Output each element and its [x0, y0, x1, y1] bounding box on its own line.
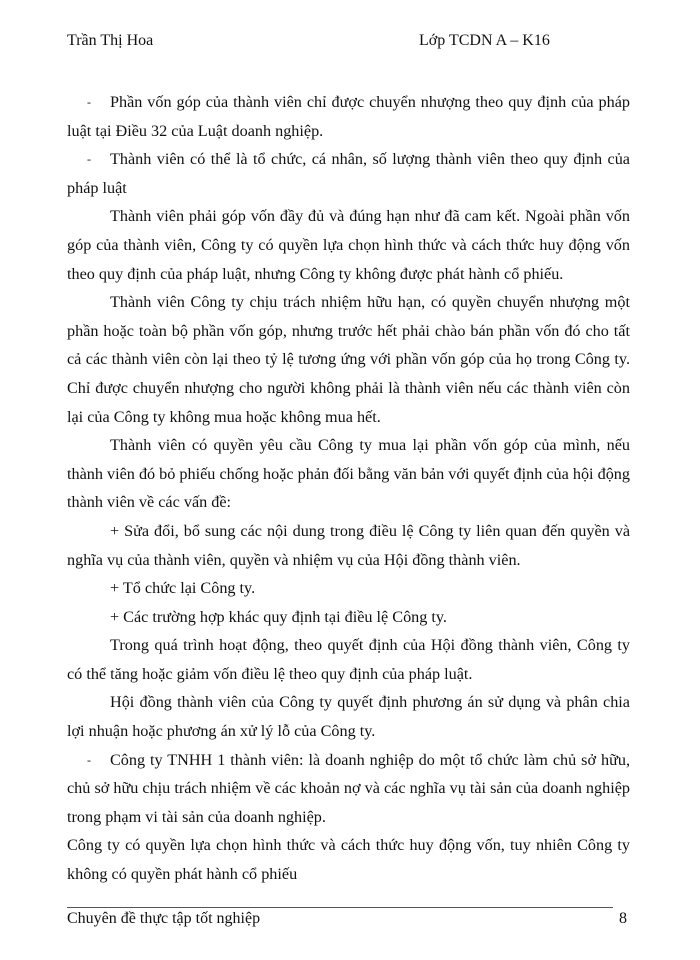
page-footer: [67, 910, 637, 932]
paragraph-bullet-capital-transfer: [67, 88, 630, 145]
page-header: [67, 32, 637, 54]
paragraph-capital-contribution: Thành viên phải góp vốn đầy đủ và đúng hạn như đã cam kết. Ngoài phần vốn góp của thành viên, Công ty có quyền lựa chọn hình thức và cách thức huy động vốn theo quy định của pháp luật, nhưng Công ty không được phát hành cổ phiếu.: [67, 207, 630, 283]
document-body: [67, 88, 630, 889]
footer-title: Chuyên đề thực tập tốt nghiệp: [67, 910, 261, 927]
header-author: Trần Thị Hoa: [67, 32, 154, 49]
paragraph-text: Thành viên có thể là tổ chức, cá nhân, số lượng thành viên theo quy định của pháp luật: [67, 150, 630, 197]
paragraph-limited-liability: Thành viên Công ty chịu trách nhiệm hữu hạn, có quyền chuyển nhượng một phần hoặc toàn bộ phần vốn góp, nhưng trước hết phải chào bán phần vốn đó cho tất cả các thành viên còn lại theo tỷ lệ tương ứng với phần vốn góp của họ trong Công ty. Chỉ được chuyển nhượng cho người không phải là thành viên nếu các thành viên còn lại của Công ty không mua hoặc không mua hết.: [67, 293, 630, 426]
list-item-charter-amendment: + Sửa đổi, bổ sung các nội dung trong điều lệ Công ty liên quan đến quyền và nghĩa vụ của thành viên, quyền và nhiệm vụ của Hội đồng thành viên.: [67, 521, 630, 569]
paragraph-bullet-single-member-llc: [67, 746, 630, 832]
paragraph-capital-raising: Công ty có quyền lựa chọn hình thức và cách thức huy động vốn, tuy nhiên Công ty không có quyền phát hành cổ phiếu: [67, 836, 630, 884]
list-item-other-cases: + Các trường hợp khác quy định tại điều lệ Công ty.: [110, 607, 447, 626]
paragraph-bullet-members: [67, 145, 630, 202]
paragraph-buyback-right: Thành viên có quyền yêu cầu Công ty mua lại phần vốn góp của mình, nếu thành viên đó bỏ phiếu chống hoặc phản đối bằng văn bản với quyết định của hội động thành viên về các vấn đề:: [67, 436, 630, 512]
footer-divider: [67, 907, 613, 908]
header-class: Lớp TCDN A – K16: [419, 32, 550, 49]
bullet-dash-icon: -: [87, 752, 91, 767]
page-number: 8: [619, 910, 627, 927]
paragraph-profit-distribution: Hội đồng thành viên của Công ty quyết định phương án sử dụng và phân chia lợi nhuận hoặc phương án xử lý lỗ của Công ty.: [67, 693, 630, 741]
paragraph-text: Công ty TNHH 1 thành viên: là doanh nghiệp do một tổ chức làm chủ sở hữu, chủ sở hữu chịu trách nhiệm về các khoản nợ và các nghĩa vụ tài sản của doanh nghiệp trong phạm vi tài sản của doanh nghiệp.: [67, 750, 630, 826]
bullet-dash-icon: -: [87, 95, 91, 109]
list-item-reorganization: + Tổ chức lại Công ty.: [110, 579, 256, 598]
paragraph-charter-capital-change: Trong quá trình hoạt động, theo quyết định của Hội đồng thành viên, Công ty có thể tăng hoặc giảm vốn điều lệ theo quy định của pháp luật.: [67, 636, 630, 683]
paragraph-text: Phần vốn góp của thành viên chỉ được chuyển nhượng theo quy định của pháp luật tại Điều 32 của Luật doanh nghiệp.: [67, 93, 630, 140]
bullet-dash-icon: -: [87, 152, 91, 167]
